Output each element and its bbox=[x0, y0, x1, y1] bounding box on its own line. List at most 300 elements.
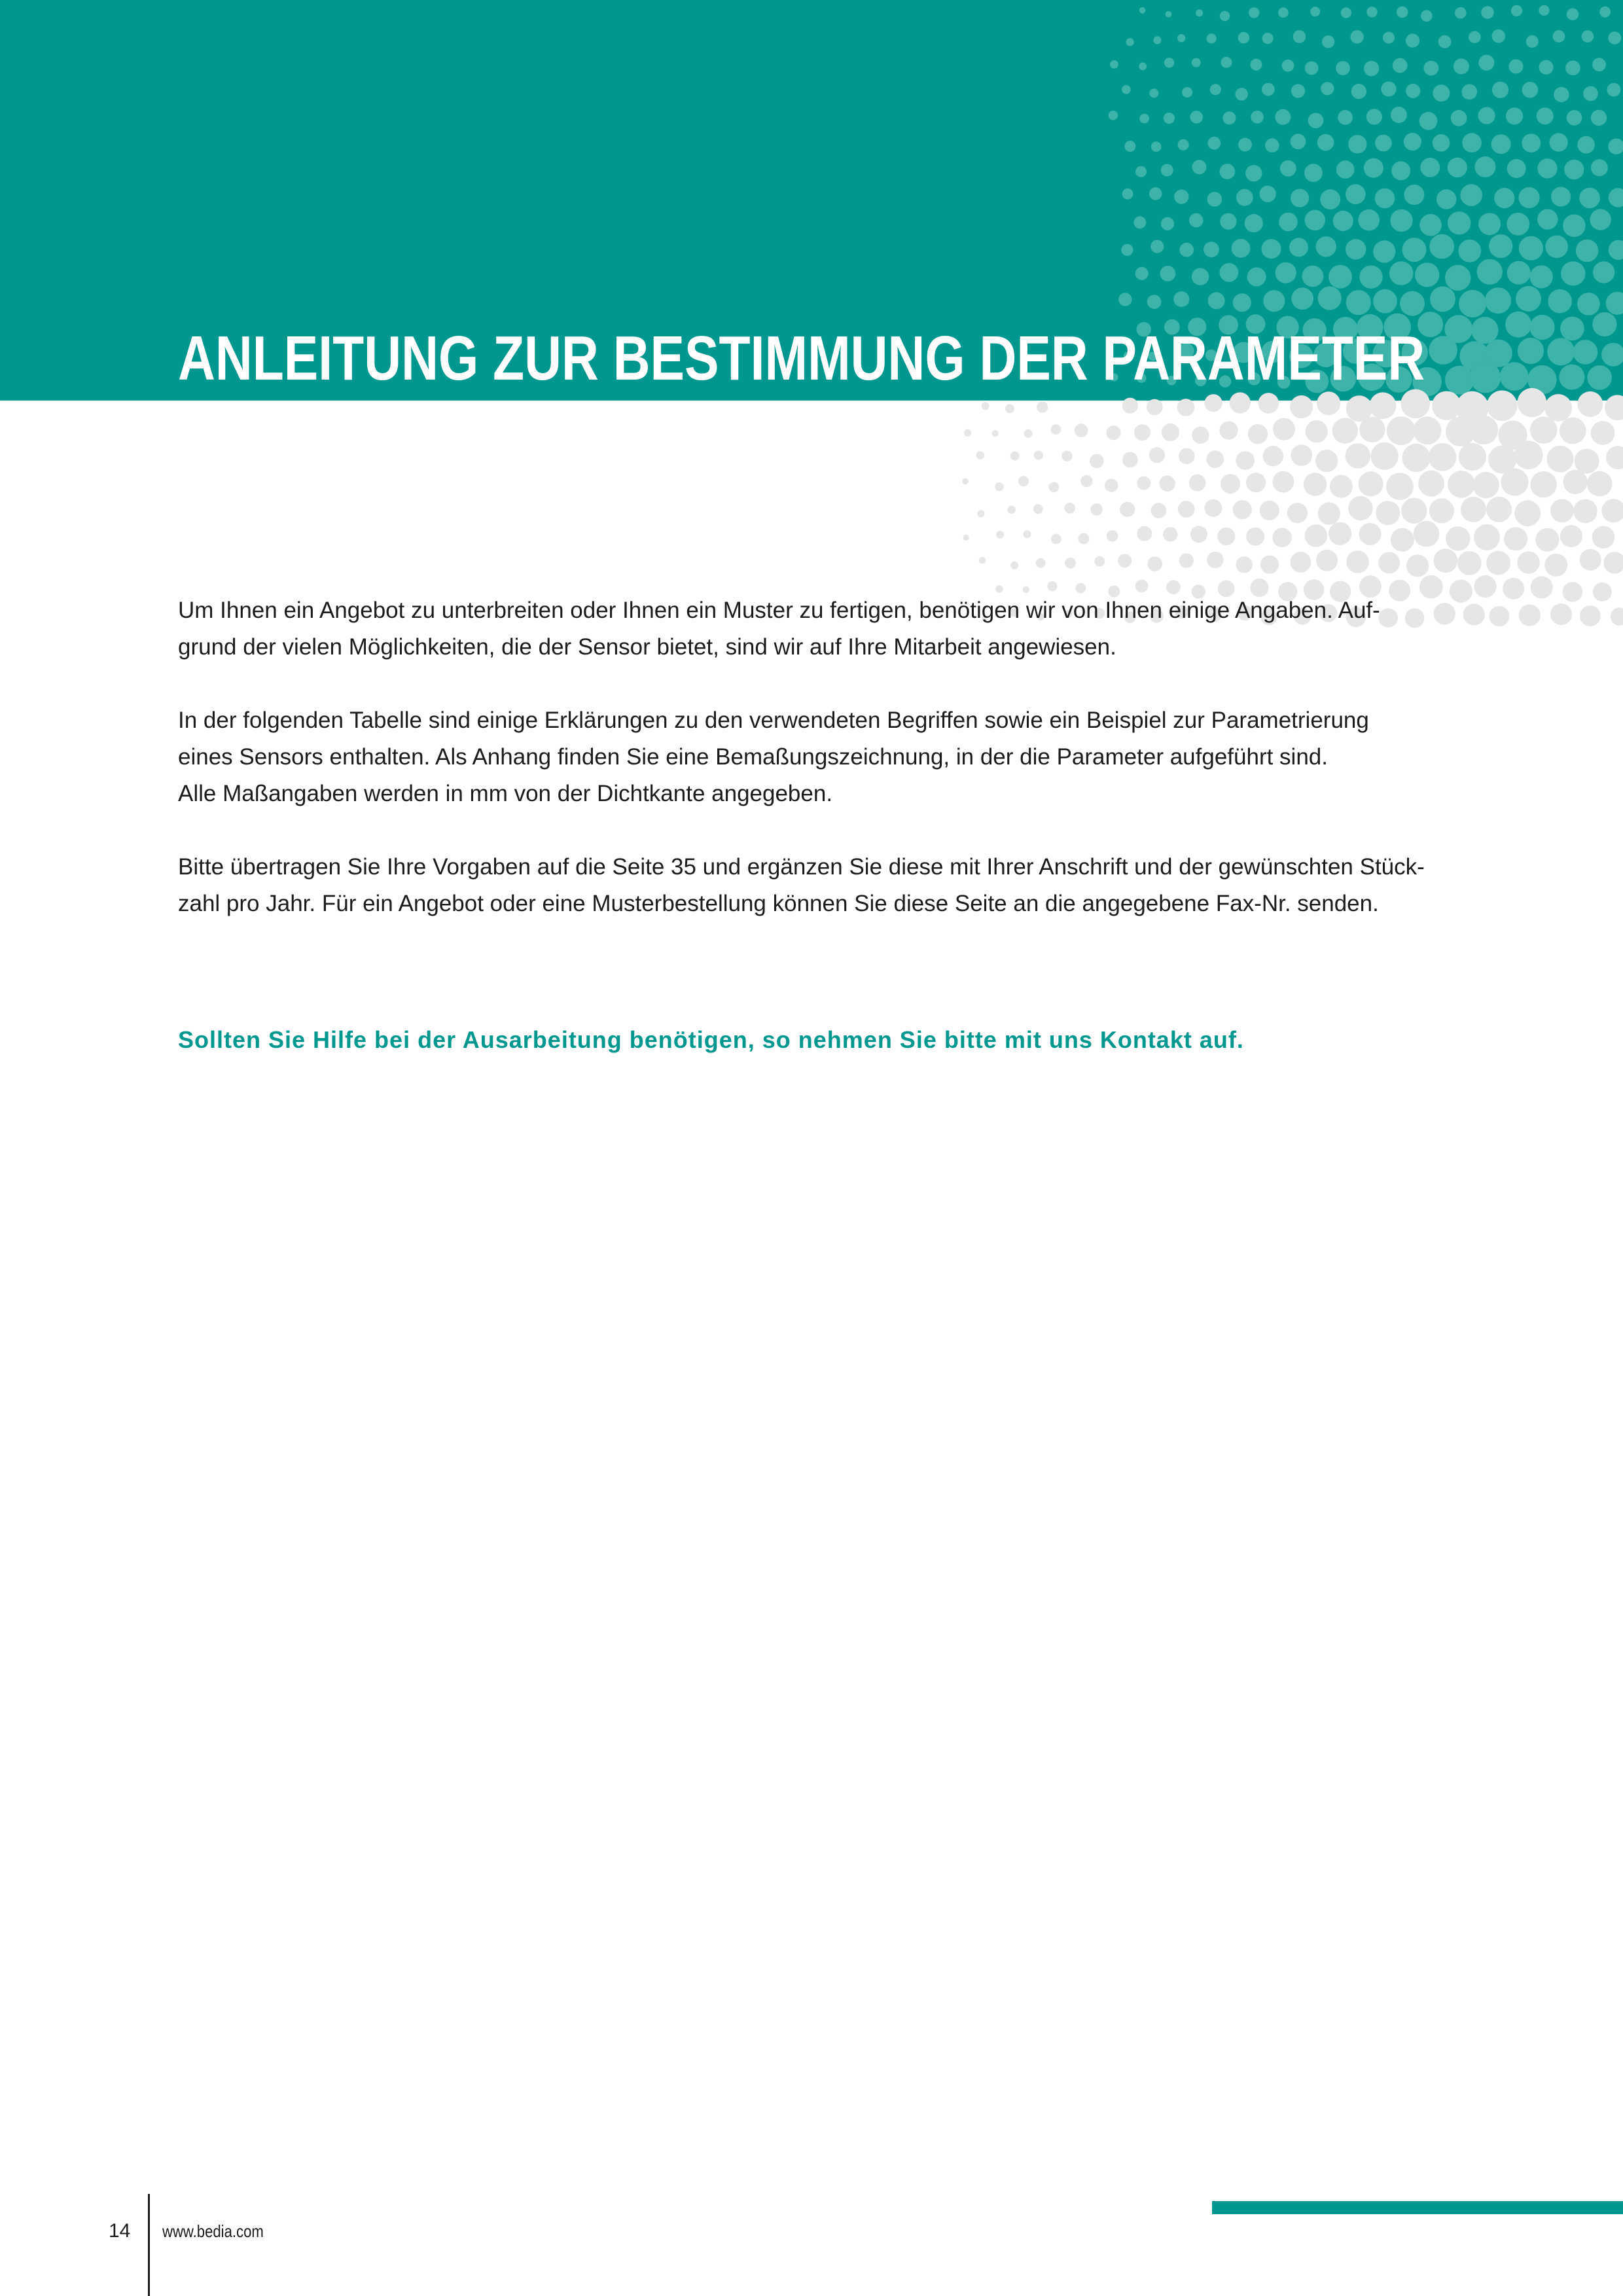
decorative-dot bbox=[1151, 503, 1167, 518]
decorative-dot bbox=[1139, 7, 1146, 14]
decorative-dot bbox=[1291, 552, 1311, 573]
decorative-dot bbox=[1126, 38, 1134, 46]
decorative-dot bbox=[1078, 533, 1089, 545]
decorative-dot bbox=[1592, 312, 1616, 336]
text-line: Um Ihnen ein Angebot zu unterbreiten oder Ihnen ein Muster zu fertigen, benötigen wir von Ihnen einige Angaben. Auf- bbox=[178, 598, 1380, 623]
decorative-dot bbox=[1587, 471, 1613, 497]
decorative-dot bbox=[1206, 450, 1224, 468]
decorative-dot bbox=[1492, 82, 1508, 98]
decorative-dot bbox=[1611, 607, 1623, 626]
decorative-dot bbox=[1249, 7, 1259, 18]
decorative-dot bbox=[1575, 449, 1599, 474]
decorative-dot bbox=[1005, 404, 1014, 414]
decorative-dot bbox=[1293, 30, 1306, 43]
decorative-dot bbox=[1448, 158, 1467, 177]
decorative-dot bbox=[1567, 110, 1582, 126]
decorative-dot bbox=[1450, 580, 1472, 603]
decorative-dot bbox=[1207, 192, 1222, 207]
decorative-dot bbox=[1262, 33, 1274, 44]
decorative-dot bbox=[1265, 138, 1279, 152]
decorative-dot bbox=[1094, 556, 1105, 567]
decorative-dot bbox=[1506, 107, 1523, 124]
decorative-dot bbox=[1207, 137, 1221, 150]
decorative-dot bbox=[1278, 7, 1289, 18]
decorative-dot bbox=[1522, 82, 1539, 98]
decorative-dot bbox=[1061, 451, 1072, 461]
decorative-dot bbox=[1583, 86, 1598, 101]
decorative-dot bbox=[1509, 60, 1524, 74]
decorative-dot bbox=[1359, 417, 1385, 442]
decorative-dot bbox=[1430, 287, 1455, 312]
decorative-dot bbox=[1247, 268, 1266, 287]
decorative-dot bbox=[1189, 213, 1204, 228]
decorative-dot bbox=[1561, 261, 1585, 285]
decorative-dot bbox=[1375, 135, 1392, 152]
decorative-dot bbox=[1530, 265, 1553, 288]
decorative-dot bbox=[1346, 239, 1366, 259]
decorative-dot bbox=[1250, 59, 1262, 71]
decorative-dot bbox=[1204, 242, 1219, 257]
decorative-dot bbox=[1445, 265, 1471, 291]
decorative-dot bbox=[1477, 259, 1503, 285]
decorative-dot bbox=[1010, 452, 1020, 461]
decorative-dot bbox=[1291, 189, 1309, 207]
decorative-dot bbox=[1601, 499, 1623, 522]
decorative-dot bbox=[976, 451, 985, 459]
decorative-dot bbox=[1263, 290, 1285, 312]
text-line: eines Sensors enthalten. Als Anhang finden Sie eine Bemaßungszeichnung, in der die Parameter aufgeführt sind. bbox=[178, 744, 1328, 770]
decorative-dot bbox=[1560, 525, 1582, 547]
decorative-dot bbox=[1287, 503, 1308, 523]
decorative-dot bbox=[1539, 60, 1553, 75]
decorative-dot bbox=[1421, 10, 1433, 22]
decorative-dot bbox=[1149, 88, 1158, 98]
decorative-dot bbox=[1036, 558, 1046, 568]
decorative-dot bbox=[1220, 263, 1239, 282]
decorative-dot bbox=[1118, 554, 1132, 567]
decorative-dot bbox=[1418, 471, 1444, 497]
decorative-dot bbox=[1330, 475, 1353, 498]
decorative-dot bbox=[1124, 141, 1135, 152]
decorative-dot bbox=[1263, 446, 1283, 466]
decorative-dot bbox=[1246, 473, 1266, 492]
decorative-dot bbox=[963, 535, 969, 541]
decorative-dot bbox=[1608, 31, 1621, 45]
decorative-dot bbox=[1402, 444, 1431, 472]
decorative-dot bbox=[1236, 88, 1248, 100]
decorative-dot bbox=[1461, 84, 1477, 100]
decorative-dot bbox=[1329, 522, 1351, 545]
decorative-dot bbox=[1485, 287, 1511, 314]
decorative-dot bbox=[1448, 211, 1471, 234]
decorative-dot bbox=[1178, 139, 1189, 151]
decorative-dot bbox=[1492, 29, 1506, 43]
decorative-dot bbox=[1161, 217, 1174, 230]
decorative-dot bbox=[1389, 261, 1414, 285]
decorative-dot bbox=[1446, 526, 1470, 550]
decorative-dot bbox=[1433, 84, 1450, 101]
decorative-dot bbox=[1404, 185, 1424, 205]
decorative-dot bbox=[1429, 336, 1457, 365]
decorative-dot bbox=[1048, 482, 1059, 492]
decorative-dot bbox=[1321, 82, 1334, 95]
decorative-dot bbox=[1346, 550, 1369, 573]
decorative-dot bbox=[1434, 548, 1458, 573]
decorative-dot bbox=[1366, 109, 1382, 124]
decorative-dot bbox=[1065, 558, 1076, 569]
decorative-dot bbox=[1262, 83, 1275, 96]
decorative-dot bbox=[1358, 209, 1380, 231]
decorative-dot bbox=[1436, 189, 1456, 209]
decorative-dot bbox=[1134, 424, 1150, 440]
decorative-dot bbox=[1489, 234, 1512, 258]
decorative-dot bbox=[1251, 111, 1264, 124]
decorative-dot bbox=[1122, 85, 1131, 94]
page-title: ANLEITUNG ZUR BESTIMMUNG DER PARAMETER bbox=[178, 323, 1425, 393]
decorative-dot bbox=[1034, 451, 1043, 460]
decorative-dot bbox=[1273, 418, 1295, 440]
decorative-dot bbox=[1593, 261, 1614, 283]
decorative-dot bbox=[1189, 475, 1206, 492]
decorative-dot bbox=[1564, 160, 1584, 179]
decorative-dot bbox=[1037, 402, 1048, 413]
decorative-dot bbox=[1160, 266, 1176, 281]
decorative-dot bbox=[962, 478, 969, 485]
decorative-dot bbox=[1348, 496, 1372, 520]
decorative-dot bbox=[995, 585, 1003, 593]
decorative-dot bbox=[1381, 81, 1396, 96]
decorative-dot bbox=[1221, 474, 1240, 493]
decorative-dot bbox=[1147, 399, 1163, 416]
decorative-dot bbox=[1461, 497, 1486, 522]
decorative-dot bbox=[1248, 424, 1268, 444]
decorative-dot bbox=[1414, 416, 1442, 444]
decorative-dot bbox=[1605, 395, 1623, 420]
decorative-dot bbox=[1221, 57, 1232, 68]
decorative-dot bbox=[1245, 165, 1262, 181]
decorative-dot bbox=[1236, 451, 1255, 470]
decorative-dot bbox=[1491, 134, 1511, 154]
decorative-dot bbox=[1478, 107, 1495, 124]
decorative-dot bbox=[1317, 134, 1334, 151]
decorative-dot bbox=[1458, 240, 1481, 262]
decorative-dot bbox=[1563, 215, 1586, 238]
decorative-dot bbox=[1080, 475, 1092, 487]
decorative-dot bbox=[1120, 502, 1135, 517]
decorative-dot bbox=[1576, 240, 1599, 262]
text-line: Bitte übertragen Sie Ihre Vorgaben auf die Seite 35 und ergänzen Sie diese mit Ihrer Anschrift und der gewünschten Stück- bbox=[178, 854, 1425, 880]
decorative-dot bbox=[1518, 187, 1539, 208]
decorative-dot bbox=[1402, 238, 1427, 262]
decorative-dot bbox=[1591, 159, 1608, 176]
decorative-dot bbox=[1573, 340, 1598, 365]
decorative-dot bbox=[1507, 261, 1531, 285]
decorative-dot bbox=[1593, 583, 1612, 601]
decorative-dot bbox=[1371, 442, 1399, 470]
decorative-dot bbox=[1315, 450, 1338, 472]
decorative-dot bbox=[1275, 109, 1291, 125]
decorative-dot bbox=[1563, 470, 1588, 494]
decorative-dot bbox=[1547, 338, 1575, 365]
decorative-dot bbox=[1406, 34, 1419, 48]
decorative-dot bbox=[1429, 443, 1457, 471]
decorative-dot bbox=[1133, 216, 1146, 228]
decorative-dot bbox=[1304, 164, 1323, 182]
decorative-dot bbox=[1177, 34, 1185, 42]
decorative-dot bbox=[1260, 501, 1279, 520]
decorative-dot bbox=[1051, 534, 1061, 545]
decorative-dot bbox=[1459, 290, 1486, 317]
decorative-dot bbox=[1302, 266, 1324, 287]
decorative-dot bbox=[1090, 454, 1104, 469]
decorative-dot bbox=[1548, 289, 1572, 314]
decorative-dot bbox=[1217, 528, 1235, 545]
decorative-dot bbox=[1364, 158, 1383, 178]
text-line: zahl pro Jahr. Für ein Angebot oder eine Musterbestellung können Sie diese Seite an die angegebene Fax-Nr. senden. bbox=[178, 891, 1379, 916]
decorative-dot bbox=[1010, 562, 1018, 569]
decorative-dot bbox=[1329, 265, 1352, 289]
decorative-dot bbox=[1282, 60, 1294, 72]
decorative-dot bbox=[1587, 365, 1612, 390]
text-line: In der folgenden Tabelle sind einige Erklärungen zu den verwendeten Begriffen sowie ein Beispiel zur Parametrierung bbox=[178, 708, 1369, 733]
decorative-dot bbox=[1460, 184, 1482, 206]
decorative-dot bbox=[1393, 58, 1408, 73]
decorative-dot bbox=[1451, 110, 1467, 126]
decorative-dot bbox=[1279, 213, 1298, 232]
decorative-dot bbox=[1514, 440, 1543, 469]
decorative-dot bbox=[1364, 61, 1379, 76]
decorative-dot bbox=[1147, 295, 1162, 309]
decorative-dot bbox=[1110, 60, 1118, 69]
decorative-dot bbox=[1289, 238, 1308, 257]
decorative-dot bbox=[964, 429, 971, 437]
decorative-dot bbox=[1164, 113, 1175, 124]
decorative-dot bbox=[1518, 338, 1544, 364]
decorative-dot bbox=[1414, 521, 1440, 547]
decorative-dot bbox=[1507, 213, 1529, 236]
decorative-dot bbox=[1544, 554, 1567, 577]
decorative-dot bbox=[1537, 107, 1554, 124]
decorative-dot bbox=[1535, 528, 1559, 552]
decorative-dot bbox=[1530, 471, 1556, 497]
decorative-dot bbox=[1514, 500, 1541, 526]
decorative-dot bbox=[1179, 448, 1195, 465]
decorative-dot bbox=[1530, 416, 1557, 443]
decorative-dot bbox=[1419, 214, 1442, 236]
decorative-dot bbox=[1511, 5, 1522, 16]
paragraph-explanation bbox=[178, 702, 1448, 812]
decorative-dot bbox=[1606, 446, 1623, 469]
decorative-dot bbox=[1387, 416, 1416, 445]
decorative-dot bbox=[1401, 498, 1427, 524]
decorative-dot bbox=[1238, 138, 1252, 152]
decorative-dot bbox=[1358, 471, 1383, 496]
decorative-dot bbox=[1591, 421, 1615, 445]
decorative-dot bbox=[995, 482, 1003, 491]
decorative-dot bbox=[1474, 156, 1495, 177]
decorative-dot bbox=[1404, 133, 1421, 151]
decorative-dot bbox=[1161, 164, 1173, 177]
decorative-dot bbox=[1316, 550, 1338, 571]
decorative-dot bbox=[1486, 551, 1510, 575]
decorative-dot bbox=[1174, 190, 1188, 204]
decorative-dot bbox=[1280, 160, 1296, 177]
decorative-dot bbox=[1601, 343, 1623, 367]
decorative-dot bbox=[1273, 471, 1294, 493]
decorative-dot bbox=[1579, 188, 1600, 209]
decorative-dot bbox=[1275, 262, 1296, 283]
decorative-dot bbox=[1306, 420, 1328, 442]
decorative-dot bbox=[1400, 291, 1425, 316]
decorative-dot bbox=[1178, 501, 1195, 518]
decorative-dot bbox=[1544, 394, 1572, 422]
decorative-dot bbox=[1469, 416, 1498, 444]
decorative-dot bbox=[1590, 209, 1611, 230]
decorative-dot bbox=[1305, 524, 1328, 547]
decorative-dot bbox=[1338, 110, 1353, 125]
decorative-dot bbox=[1606, 292, 1623, 315]
decorative-dot bbox=[1122, 452, 1138, 468]
decorative-dot bbox=[1179, 553, 1194, 567]
decorative-dot bbox=[1336, 160, 1355, 179]
decorative-dot bbox=[1322, 35, 1334, 48]
decorative-dot bbox=[1153, 36, 1161, 44]
decorative-dot bbox=[1469, 31, 1481, 43]
decorative-dot bbox=[1105, 478, 1118, 492]
decorative-dot bbox=[1192, 268, 1209, 285]
decorative-dot bbox=[1463, 603, 1485, 625]
decorative-dot bbox=[1164, 58, 1174, 67]
decorative-dot bbox=[1308, 113, 1324, 128]
decorative-dot bbox=[1305, 62, 1319, 75]
decorative-dot bbox=[1448, 471, 1475, 498]
decorative-dot bbox=[1159, 475, 1175, 492]
decorative-dot bbox=[1559, 365, 1584, 390]
decorative-dot bbox=[1517, 551, 1539, 573]
decorative-dot bbox=[1190, 526, 1207, 543]
decorative-dot bbox=[1454, 58, 1469, 74]
decorative-dot bbox=[1474, 575, 1497, 598]
decorative-dot bbox=[1122, 188, 1133, 200]
decorative-dot bbox=[1539, 5, 1549, 16]
decorative-dot bbox=[1207, 552, 1223, 568]
decorative-dot bbox=[1487, 391, 1518, 422]
decorative-dot bbox=[1391, 528, 1414, 552]
decorative-dot bbox=[1233, 293, 1251, 312]
decorative-dot bbox=[1065, 503, 1076, 514]
decorative-dot bbox=[1603, 552, 1623, 573]
decorative-dot bbox=[1139, 114, 1149, 124]
decorative-dot bbox=[1580, 549, 1601, 571]
decorative-dot bbox=[1519, 604, 1541, 626]
decorative-dot bbox=[1272, 528, 1292, 548]
decorative-dot bbox=[1419, 112, 1438, 130]
decorative-dot bbox=[1192, 160, 1207, 174]
decorative-dot bbox=[1599, 7, 1611, 18]
decorative-dot bbox=[1504, 527, 1527, 550]
decorative-dot bbox=[1332, 418, 1358, 443]
decorative-dot bbox=[1383, 32, 1395, 44]
text-line: Alle Maßangaben werden in mm von der Dichtkante angegeben. bbox=[178, 781, 833, 806]
decorative-dot bbox=[1346, 185, 1366, 205]
decorative-dot bbox=[1359, 266, 1382, 289]
decorative-dot bbox=[1208, 292, 1225, 309]
footer-website-link[interactable]: www.bedia.com bbox=[162, 2221, 264, 2241]
decorative-dot bbox=[1563, 582, 1583, 602]
decorative-dot bbox=[982, 402, 990, 410]
paragraph-intro bbox=[178, 592, 1448, 666]
decorative-dot bbox=[1474, 524, 1500, 550]
decorative-dot bbox=[1008, 506, 1016, 514]
decorative-dot bbox=[1341, 7, 1351, 18]
decorative-dot bbox=[1291, 444, 1312, 466]
decorative-dot bbox=[1592, 58, 1606, 71]
decorative-dot bbox=[1305, 210, 1325, 230]
decorative-dot bbox=[1106, 425, 1120, 440]
decorative-dot bbox=[1577, 391, 1603, 417]
decorative-dot bbox=[1232, 239, 1251, 258]
decorative-dot bbox=[1333, 211, 1353, 231]
decorative-dot bbox=[1609, 188, 1623, 207]
decorative-dot bbox=[1291, 287, 1313, 310]
decorative-dot bbox=[1192, 427, 1209, 444]
paragraph-instructions bbox=[178, 849, 1448, 922]
decorative-dot bbox=[1018, 476, 1029, 486]
decorative-dot bbox=[1210, 84, 1221, 95]
decorative-dot bbox=[1573, 499, 1597, 524]
decorative-dot bbox=[1537, 158, 1557, 178]
decorative-dot bbox=[1304, 473, 1327, 495]
decorative-dot bbox=[1472, 472, 1499, 498]
decorative-dot bbox=[979, 557, 986, 564]
decorative-dot bbox=[1577, 293, 1600, 315]
decorative-dot bbox=[1522, 134, 1541, 152]
footer-accent-bar bbox=[1212, 2201, 1623, 2214]
decorative-dot bbox=[1024, 429, 1033, 438]
decorative-dot bbox=[1204, 499, 1222, 517]
decorative-dot bbox=[1609, 240, 1623, 260]
decorative-dot bbox=[1336, 61, 1350, 75]
decorative-dot bbox=[1420, 158, 1440, 177]
decorative-dot bbox=[1459, 443, 1486, 471]
decorative-dot bbox=[1246, 528, 1264, 546]
decorative-dot bbox=[1549, 133, 1567, 151]
decorative-dot bbox=[1236, 189, 1253, 206]
decorative-dot bbox=[1546, 446, 1573, 473]
decorative-dot bbox=[1429, 234, 1454, 259]
decorative-dot bbox=[1051, 424, 1061, 435]
decorative-dot bbox=[1236, 556, 1253, 573]
decorative-dot bbox=[1565, 61, 1580, 76]
decorative-dot bbox=[1531, 576, 1553, 598]
decorative-dot bbox=[1560, 418, 1586, 444]
decorative-dot bbox=[1348, 135, 1366, 153]
decorative-dot bbox=[1470, 362, 1501, 393]
decorative-dot bbox=[1290, 395, 1313, 418]
decorative-dot bbox=[1207, 33, 1217, 43]
decorative-dot bbox=[1149, 187, 1162, 200]
decorative-dot bbox=[1545, 236, 1568, 259]
decorative-dot bbox=[1516, 286, 1541, 312]
decorative-dot bbox=[1351, 84, 1366, 99]
decorative-dot bbox=[1135, 166, 1147, 177]
decorative-dot bbox=[1457, 551, 1482, 575]
decorative-dot bbox=[992, 430, 999, 437]
decorative-dot bbox=[1190, 111, 1203, 124]
decorative-dot bbox=[1391, 161, 1410, 180]
decorative-dot bbox=[1373, 240, 1395, 262]
decorative-dot bbox=[1554, 87, 1569, 102]
